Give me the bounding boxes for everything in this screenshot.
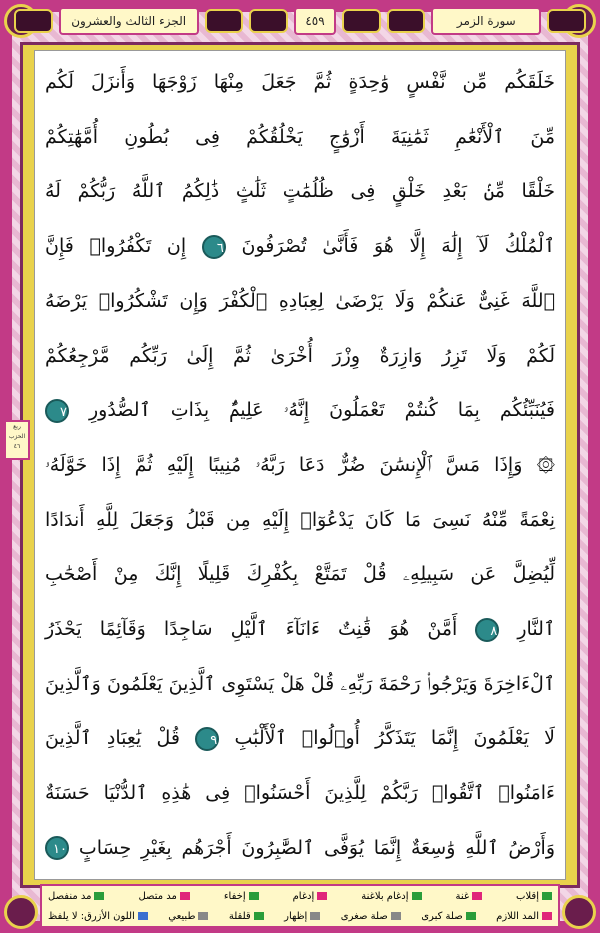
legend-label: قلقلة — [228, 910, 251, 922]
verse-line — [45, 713, 555, 763]
juz-name: الجزء الثالث والعشرون — [59, 7, 199, 35]
line-text: خَلَقَكُم مِّن نَّفْسٍ وَٰحِدَةٍ ثُمَّ جَعَلَ مِنْهَا زَوْجَهَا وَأَنزَلَ لَكُم — [45, 71, 555, 93]
line-text: لَا يَعْلَمُونَ إِنَّمَا يَتَذَكَّرُ أُو۟لُوا۟ ٱلْأَلْبَٰبِ — [234, 727, 555, 750]
line-text: لِّيُضِلَّ عَن سَبِيلِهِۦ قُلْ تَمَتَّعْ بِكُفْرِكَ قَلِيلًا إِنَّكَ مِنْ أَصْحَٰبِ — [45, 563, 555, 586]
verse-line — [45, 385, 555, 435]
line-text: أَمَّنْ هُوَ قَٰنِتٌ ءَانَآءَ ٱلَّيْلِ سَاجِدًا وَقَآئِمًا يَحْذَرُ — [45, 618, 458, 641]
ayah-number-marker: ٦ — [202, 235, 226, 259]
verse-line — [45, 768, 555, 818]
verse-line — [45, 495, 555, 545]
verse-line — [45, 604, 555, 654]
line-text: ۞ وَإِذَا مَسَّ ٱلْإِنسَٰنَ ضُرٌّ دَعَا رَبَّهُۥ مُنِيبًا إِلَيْهِ ثُمَّ إِذَا خَوَّلَهُۥ — [45, 453, 555, 476]
ayah-number-marker: ٧ — [45, 399, 69, 423]
legend-label: إظهار — [284, 910, 308, 922]
verse-line — [45, 221, 555, 271]
verse-line — [45, 166, 555, 216]
color-swatch-icon — [138, 912, 148, 920]
hizb-number: ٤٦ — [13, 443, 21, 450]
hizb-marker — [4, 420, 30, 460]
header-ornament — [387, 9, 426, 33]
verse-line — [45, 549, 555, 599]
legend-label: مد متصل — [138, 890, 177, 902]
verse-line — [45, 57, 555, 107]
color-swatch-icon — [472, 892, 482, 900]
text-lines — [45, 57, 555, 873]
verse-line — [45, 823, 555, 873]
line-text: خَلْقًا مِّنۢ بَعْدِ خَلْقٍ فِى ظُلُمَٰتٍ ثَلَٰثٍ ذَٰلِكُمُ ٱللَّهُ رَبُّكُمْ لَهُ — [45, 180, 555, 203]
legend-item — [224, 891, 259, 902]
line-text: لَكُمْ وَلَا تَزِرُ وَازِرَةٌ وِزْرَ أُخْرَىٰ ثُمَّ إِلَىٰ رَبِّكُم مَّرْجِعُكُمْ — [45, 344, 555, 367]
color-swatch-icon — [254, 912, 264, 920]
verse-line — [45, 331, 555, 381]
line-text: مِّنَ ٱلْأَنْعَٰمِ ثَمَٰنِيَةَ أَزْوَٰجٍ يَخْلُقُكُمْ فِى بُطُونِ أُمَّهَٰتِكُمْ — [45, 125, 555, 148]
verse-line — [45, 276, 555, 326]
legend-item — [48, 911, 148, 922]
page-header — [14, 3, 586, 39]
line-text: وَأَرْضُ ٱللَّهِ وَٰسِعَةٌ إِنَّمَا يُوَفَّى ٱلصَّٰبِرُونَ أَجْرَهُم بِغَيْرِ حِسَابٍ — [78, 836, 555, 859]
color-swatch-icon — [249, 892, 259, 900]
legend-label: المد اللازم — [496, 910, 539, 922]
legend-label: مد منفصل — [48, 890, 92, 902]
legend-item — [455, 891, 482, 902]
header-ornament — [342, 9, 381, 33]
header-ornament — [205, 9, 244, 33]
ayah-number-marker: ٩ — [195, 727, 219, 751]
line-text: قُلْ يَٰعِبَادِ ٱلَّذِينَ — [45, 727, 180, 750]
legend-item — [516, 891, 552, 902]
verse-line — [45, 440, 555, 490]
legend-label: صلة كبرى — [421, 910, 463, 922]
line-text: نِعْمَةً مِّنْهُ نَسِىَ مَا كَانَ يَدْعُوٓا۟ إِلَيْهِ مِن قَبْلُ وَجَعَلَ لِلَّهِ أَندَادًا — [45, 508, 555, 531]
legend-item — [293, 891, 328, 902]
surah-name: سورة الزمر — [431, 7, 541, 35]
legend-item — [496, 911, 552, 922]
header-ornament — [14, 9, 53, 33]
legend-item — [168, 911, 208, 922]
color-swatch-icon — [198, 912, 208, 920]
corner-ornament — [562, 895, 596, 929]
legend-label: صلة صغرى — [340, 910, 388, 922]
color-swatch-icon — [310, 912, 320, 920]
legend-item — [138, 891, 189, 902]
legend-item — [421, 911, 475, 922]
line-text: ٱلنَّارِ — [517, 618, 555, 641]
line-text: إِن تَكْفُرُوا۟ فَإِنَّ — [45, 235, 187, 258]
color-swatch-icon — [542, 912, 552, 920]
line-text: ٱلْءَاخِرَةَ وَيَرْجُوا۟ رَحْمَةَ رَبِّهِۦ قُلْ هَلْ يَسْتَوِى ٱلَّذِينَ يَعْلَمُونَ وَٱلَّذِينَ — [45, 672, 555, 695]
legend-label: طبيعي — [168, 910, 196, 922]
legend-item — [341, 911, 401, 922]
legend-label: إخفاء — [223, 890, 246, 902]
color-swatch-icon — [542, 892, 552, 900]
legend-item — [361, 891, 421, 902]
legend-label: إقلاب — [516, 890, 539, 902]
header-ornament — [249, 9, 288, 33]
legend-item — [48, 891, 104, 902]
hizb-label: ربع الحزب — [8, 423, 26, 440]
page-number: ٤٥٩ — [294, 7, 336, 35]
legend-row — [48, 911, 552, 922]
verse-line — [45, 659, 555, 709]
corner-ornament — [4, 895, 38, 929]
ayah-number-marker: ١٠ — [45, 836, 69, 860]
legend-row — [48, 891, 552, 902]
verse-line — [45, 112, 555, 162]
tajweed-legend — [40, 884, 560, 928]
header-ornament — [547, 9, 586, 33]
line-text: ءَامَنُوا۟ ٱتَّقُوا۟ رَبَّكُمْ لِلَّذِينَ أَحْسَنُوا۟ فِى هَٰذِهِ ٱلدُّنْيَا حَسَنَةٌ — [45, 782, 555, 805]
color-swatch-icon — [180, 892, 190, 900]
legend-item — [229, 911, 264, 922]
legend-label: غنة — [455, 890, 470, 902]
color-swatch-icon — [391, 912, 401, 920]
color-swatch-icon — [317, 892, 327, 900]
line-text: ٱللَّهَ غَنِىٌّ عَنكُمْ وَلَا يَرْضَىٰ لِعِبَادِهِ ٱلْكُفْرَ وَإِن تَشْكُرُوا۟ يَرْضَهُ — [45, 289, 555, 312]
legend-label: إدغام — [292, 890, 315, 902]
legend-item — [284, 911, 320, 922]
line-text: ٱلْمُلْكُ لَآ إِلَٰهَ إِلَّا هُوَ فَأَنَّىٰ تُصْرَفُونَ — [241, 235, 555, 258]
line-text: فَيُنَبِّئُكُم بِمَا كُنتُمْ تَعْمَلُونَ إِنَّهُۥ عَلِيمٌۢ بِذَاتِ ٱلصُّدُورِ — [89, 399, 555, 422]
color-swatch-icon — [466, 912, 476, 920]
color-swatch-icon — [412, 892, 422, 900]
legend-label: إدغام بلاغنة — [361, 890, 409, 902]
legend-label: اللون الأزرق: لا يلفظ — [48, 910, 135, 922]
color-swatch-icon — [94, 892, 104, 900]
quran-text-area — [34, 50, 566, 880]
ayah-number-marker: ٨ — [475, 618, 499, 642]
